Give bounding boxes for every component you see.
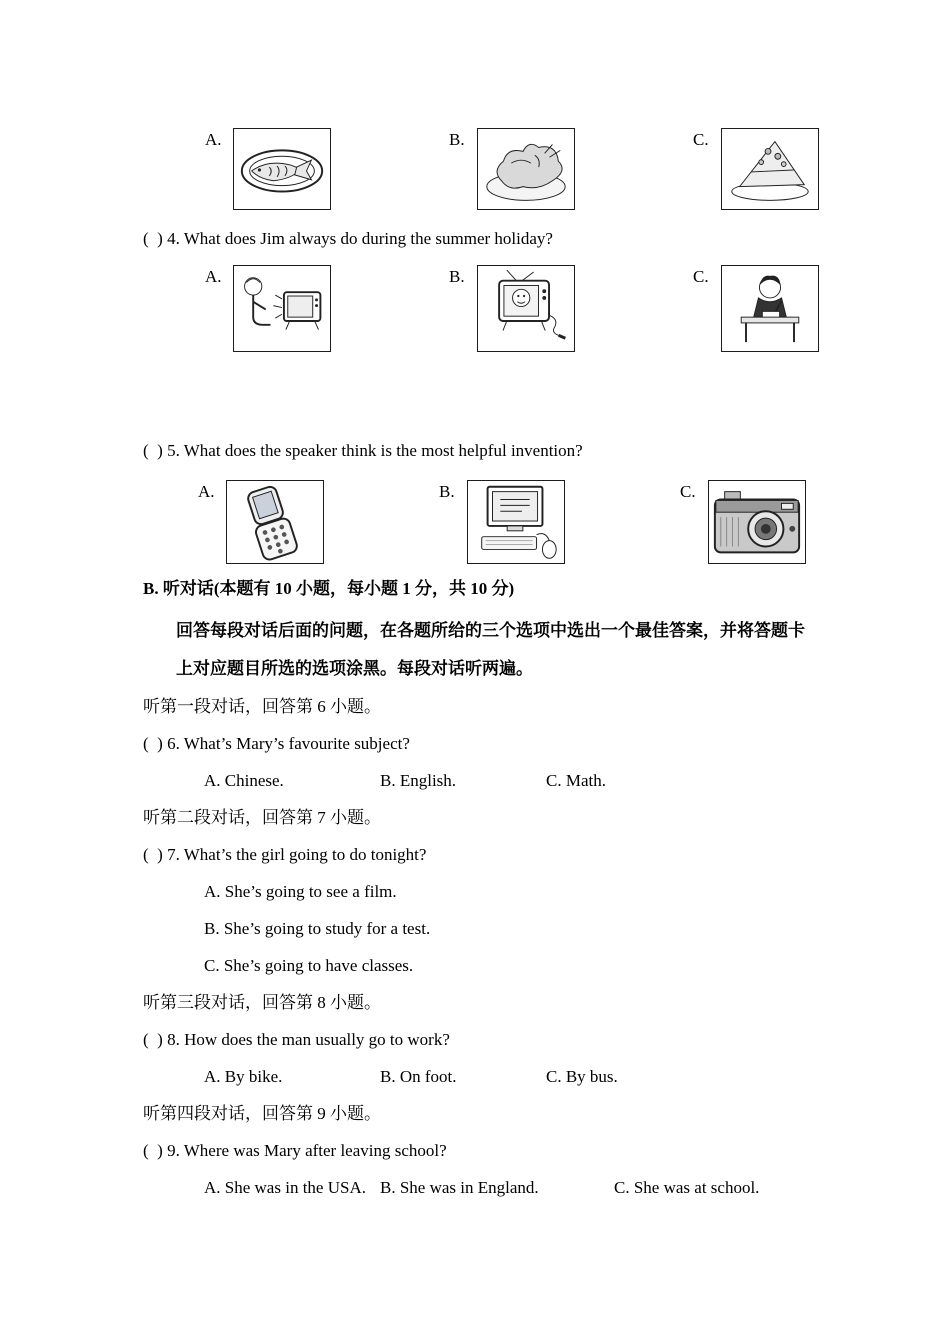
question-7-option-a: A. She’s going to see a film. <box>204 882 397 901</box>
question-7-option-c: C. She’s going to have classes. <box>204 956 414 975</box>
question-9-options <box>0 1169 950 1206</box>
question-4-text: ( ) 4. What does Jim always do during the summer holiday? <box>143 229 553 248</box>
question-6-option-a: A. Chinese. <box>204 771 284 790</box>
question-8-option-b: B. On foot. <box>380 1067 457 1086</box>
question-8-option-c: C. By bus. <box>546 1067 618 1086</box>
option-c-label: C. <box>693 267 709 286</box>
person-watching-tv-image <box>233 265 331 352</box>
question-9-text: ( ) 9. Where was Mary after leaving school? <box>143 1141 447 1160</box>
question-9-option-a: A. She was in the USA. <box>204 1178 366 1197</box>
question-8-option-a: A. By bike. <box>204 1067 283 1086</box>
question-4-option-c <box>693 265 819 352</box>
section-b-instruction-line-2: 上对应题目所选的选项涂黑。每段对话听两遍。 <box>176 659 533 678</box>
dialog-4-hint: 听第四段对话，回答第 9 小题。 <box>143 1104 381 1123</box>
question-3-option-b <box>449 128 575 210</box>
option-b-label: B. <box>439 482 455 501</box>
section-b-title: B. 听对话(本题有 10 小题，每小题 1 分，共 10 分) <box>143 579 515 598</box>
section-b-instruction-line-1: 回答每段对话后面的问题，在各题所给的三个选项中选出一个最佳答案，并将答题卡 <box>176 621 805 640</box>
question-5-picture-options <box>0 480 950 564</box>
question-4-option-b <box>449 265 575 352</box>
question-6-option-c: C. Math. <box>546 771 606 790</box>
question-7-option-b: B. She’s going to study for a test. <box>204 919 431 938</box>
question-8-options <box>0 1058 950 1095</box>
roast-chicken-image <box>477 128 575 210</box>
question-5-option-c <box>680 480 806 564</box>
question-8-text: ( ) 8. How does the man usually go to work? <box>143 1030 450 1049</box>
fish-dish-image <box>233 128 331 210</box>
question-5-option-b <box>439 480 565 564</box>
option-c-label: C. <box>680 482 696 501</box>
question-5-text: ( ) 5. What does the speaker think is the most helpful invention? <box>143 441 583 460</box>
option-c-label: C. <box>693 130 709 149</box>
question-6-options <box>0 762 950 799</box>
person-writing-image <box>721 265 819 352</box>
option-b-label: B. <box>449 267 465 286</box>
question-6-option-b: B. English. <box>380 771 457 790</box>
option-a-label: A. <box>205 267 222 286</box>
question-3-picture-options <box>0 128 950 210</box>
question-4-picture-options <box>0 265 950 352</box>
question-7-text: ( ) 7. What’s the girl going to do tonight? <box>143 845 427 864</box>
camera-image <box>708 480 806 564</box>
television-image <box>477 265 575 352</box>
question-9-option-b: B. She was in England. <box>380 1178 539 1197</box>
question-9-option-c: C. She was at school. <box>614 1178 760 1197</box>
dialog-1-hint: 听第一段对话，回答第 6 小题。 <box>143 697 381 716</box>
option-a-label: A. <box>198 482 215 501</box>
question-5-option-a <box>198 480 324 564</box>
cake-slice-image <box>721 128 819 210</box>
computer-image <box>467 480 565 564</box>
question-4-option-a <box>205 265 331 352</box>
question-3-option-c <box>693 128 819 210</box>
question-6-text: ( ) 6. What’s Mary’s favourite subject? <box>143 734 410 753</box>
mobile-phone-image <box>226 480 324 564</box>
dialog-2-hint: 听第二段对话，回答第 7 小题。 <box>143 808 381 827</box>
option-b-label: B. <box>449 130 465 149</box>
dialog-3-hint: 听第三段对话，回答第 8 小题。 <box>143 993 381 1012</box>
question-3-option-a <box>205 128 331 210</box>
option-a-label: A. <box>205 130 222 149</box>
